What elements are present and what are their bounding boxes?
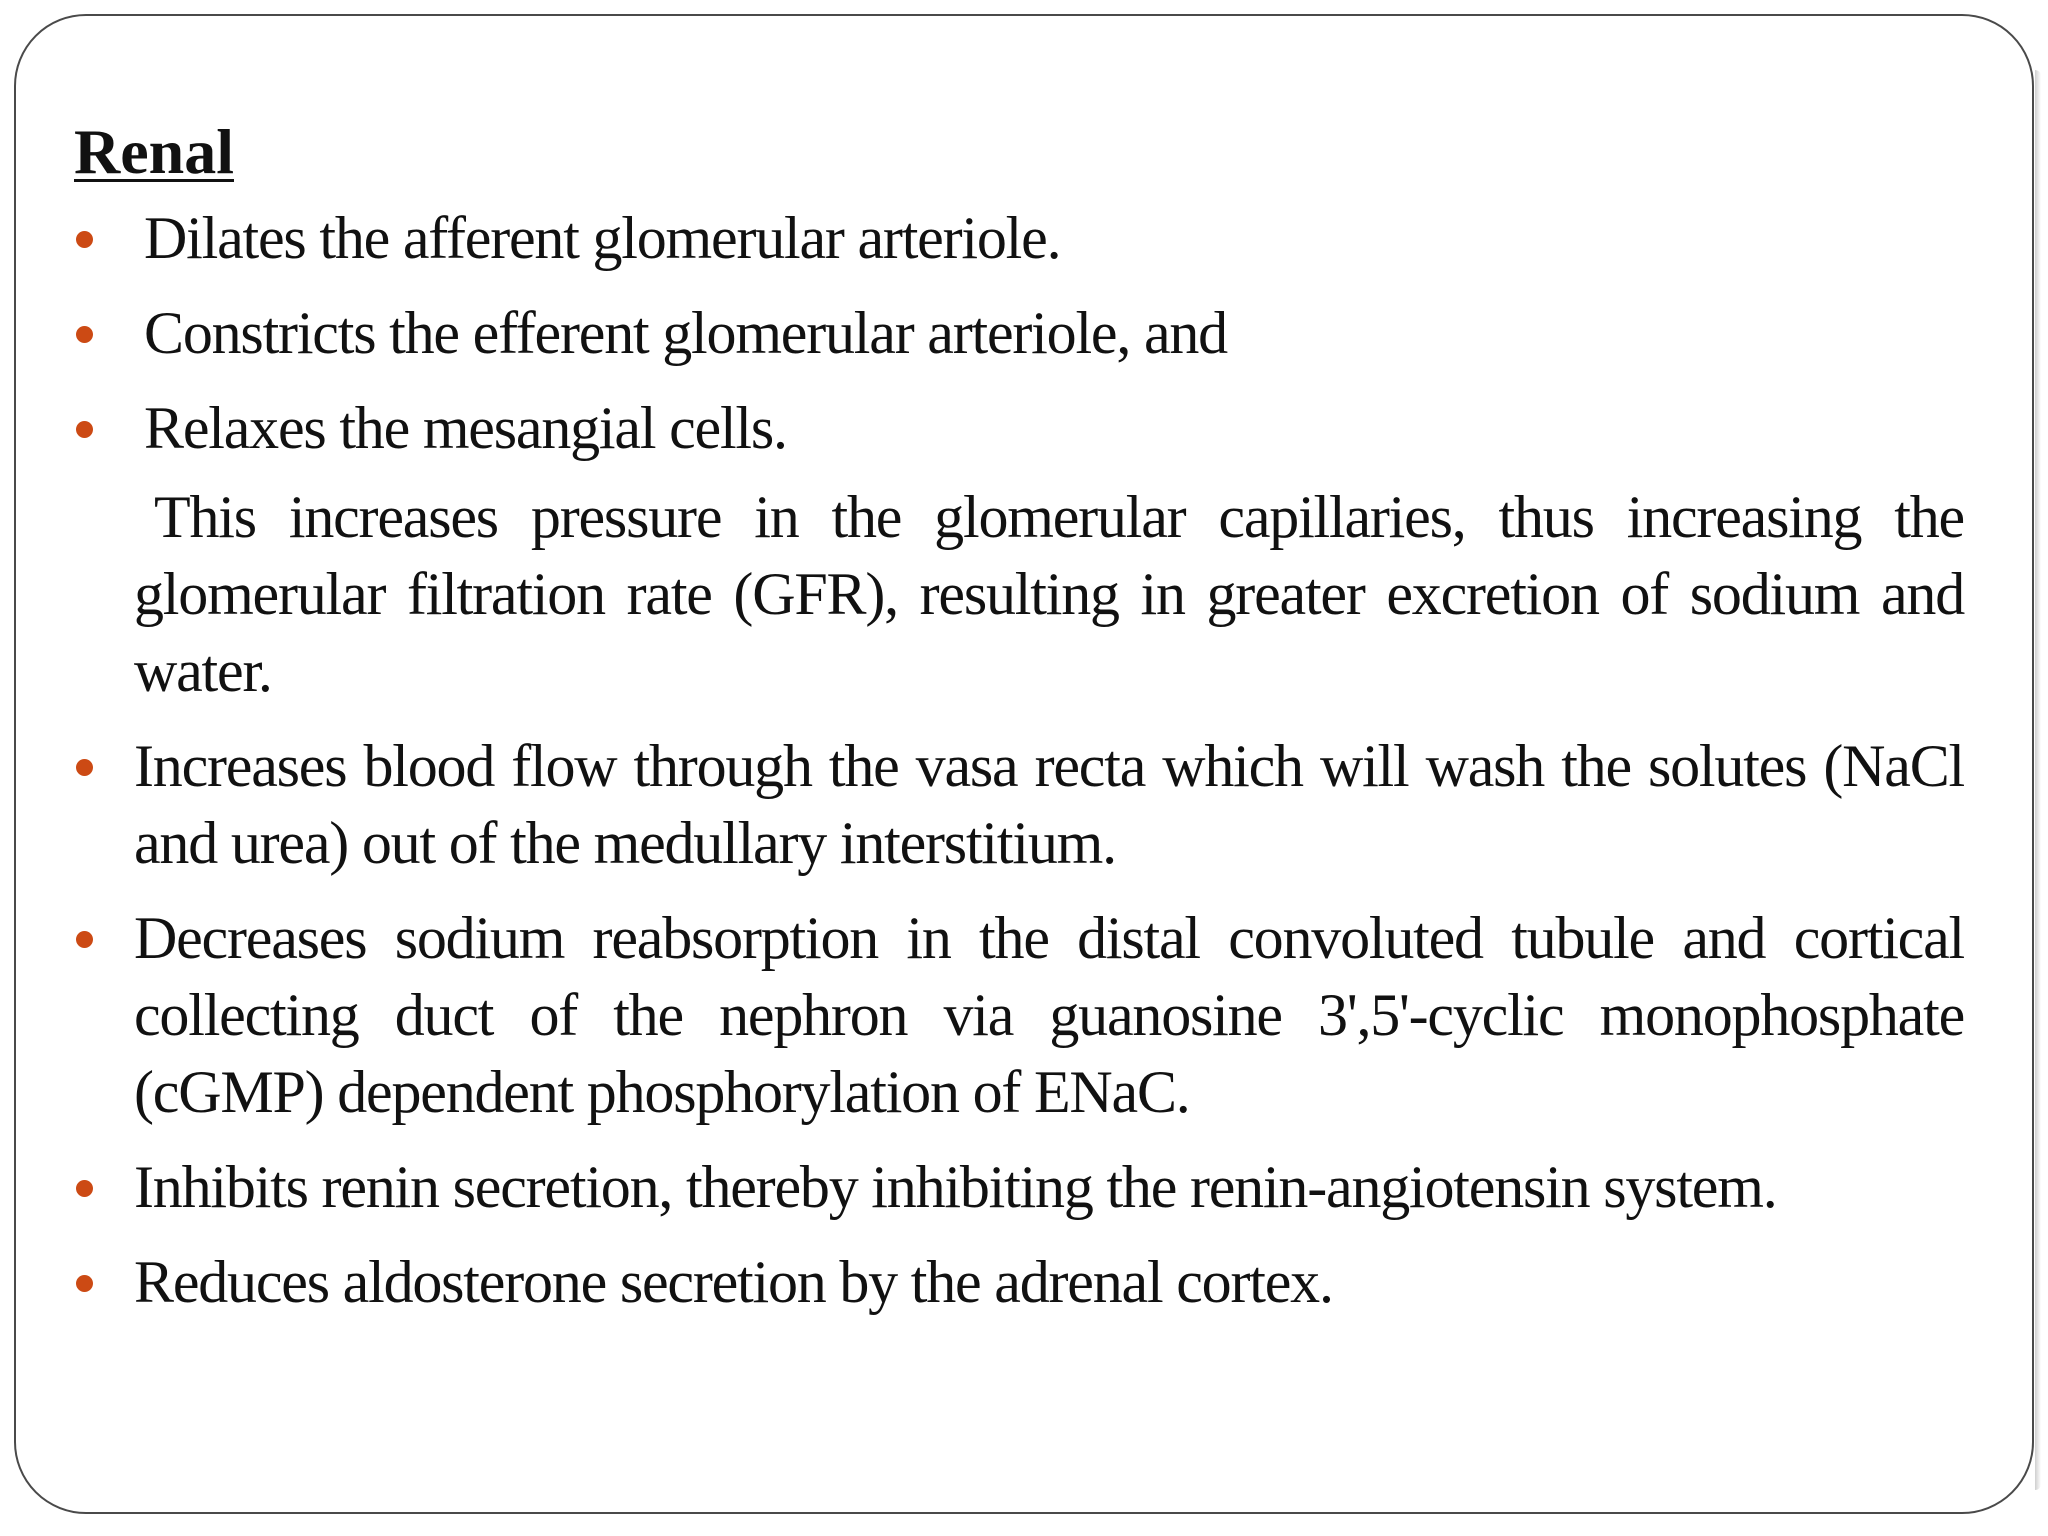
bullet-item-inhibits-renin xyxy=(74,1149,1964,1226)
bullet-text: Inhibits renin secretion, thereby inhibiting the renin-angiotensin system. xyxy=(134,1154,1777,1220)
bullet-item-reduces-aldosterone xyxy=(74,1244,1964,1321)
bullet-icon xyxy=(76,421,93,438)
bullet-icon xyxy=(76,326,93,343)
bullet-icon xyxy=(76,931,93,948)
bullet-icon xyxy=(76,1180,93,1197)
bullet-text: Increases blood flow through the vasa recta which will wash the solutes (NaCl and urea) out of the medullary interstitium. xyxy=(134,733,1964,876)
explanation-paragraph xyxy=(74,479,1964,710)
bullet-icon xyxy=(76,759,93,776)
bullet-icon xyxy=(76,1275,93,1292)
bullet-text: Constricts the efferent glomerular arteriole, and xyxy=(144,300,1227,366)
bullet-item-relaxes xyxy=(74,390,1964,467)
bullet-item-decreases-sodium xyxy=(74,900,1964,1131)
paragraph-text: This increases pressure in the glomerular capillaries, thus increasing the glomerular filtration rate (GFR), resulting in greater excretion of sodium and water. xyxy=(134,484,1964,704)
bullet-item-increases-blood-flow xyxy=(74,728,1964,882)
slide-content xyxy=(74,200,1964,1339)
bullet-item-dilates xyxy=(74,200,1964,277)
slide-title: Renal xyxy=(74,116,234,187)
bullet-icon xyxy=(76,231,93,248)
bullet-item-constricts xyxy=(74,295,1964,372)
bullet-text: Reduces aldosterone secretion by the adrenal cortex. xyxy=(134,1249,1333,1315)
bullet-text: Dilates the afferent glomerular arteriole. xyxy=(144,205,1061,271)
bullet-text: Decreases sodium reabsorption in the distal convoluted tubule and cortical collecting duct of the nephron via guanosine 3',5'-cyclic monophosphate (cGMP) dependent phosphorylation of ENaC. xyxy=(134,905,1964,1125)
bullet-text: Relaxes the mesangial cells. xyxy=(144,395,787,461)
slide-shadow xyxy=(2035,70,2041,1490)
